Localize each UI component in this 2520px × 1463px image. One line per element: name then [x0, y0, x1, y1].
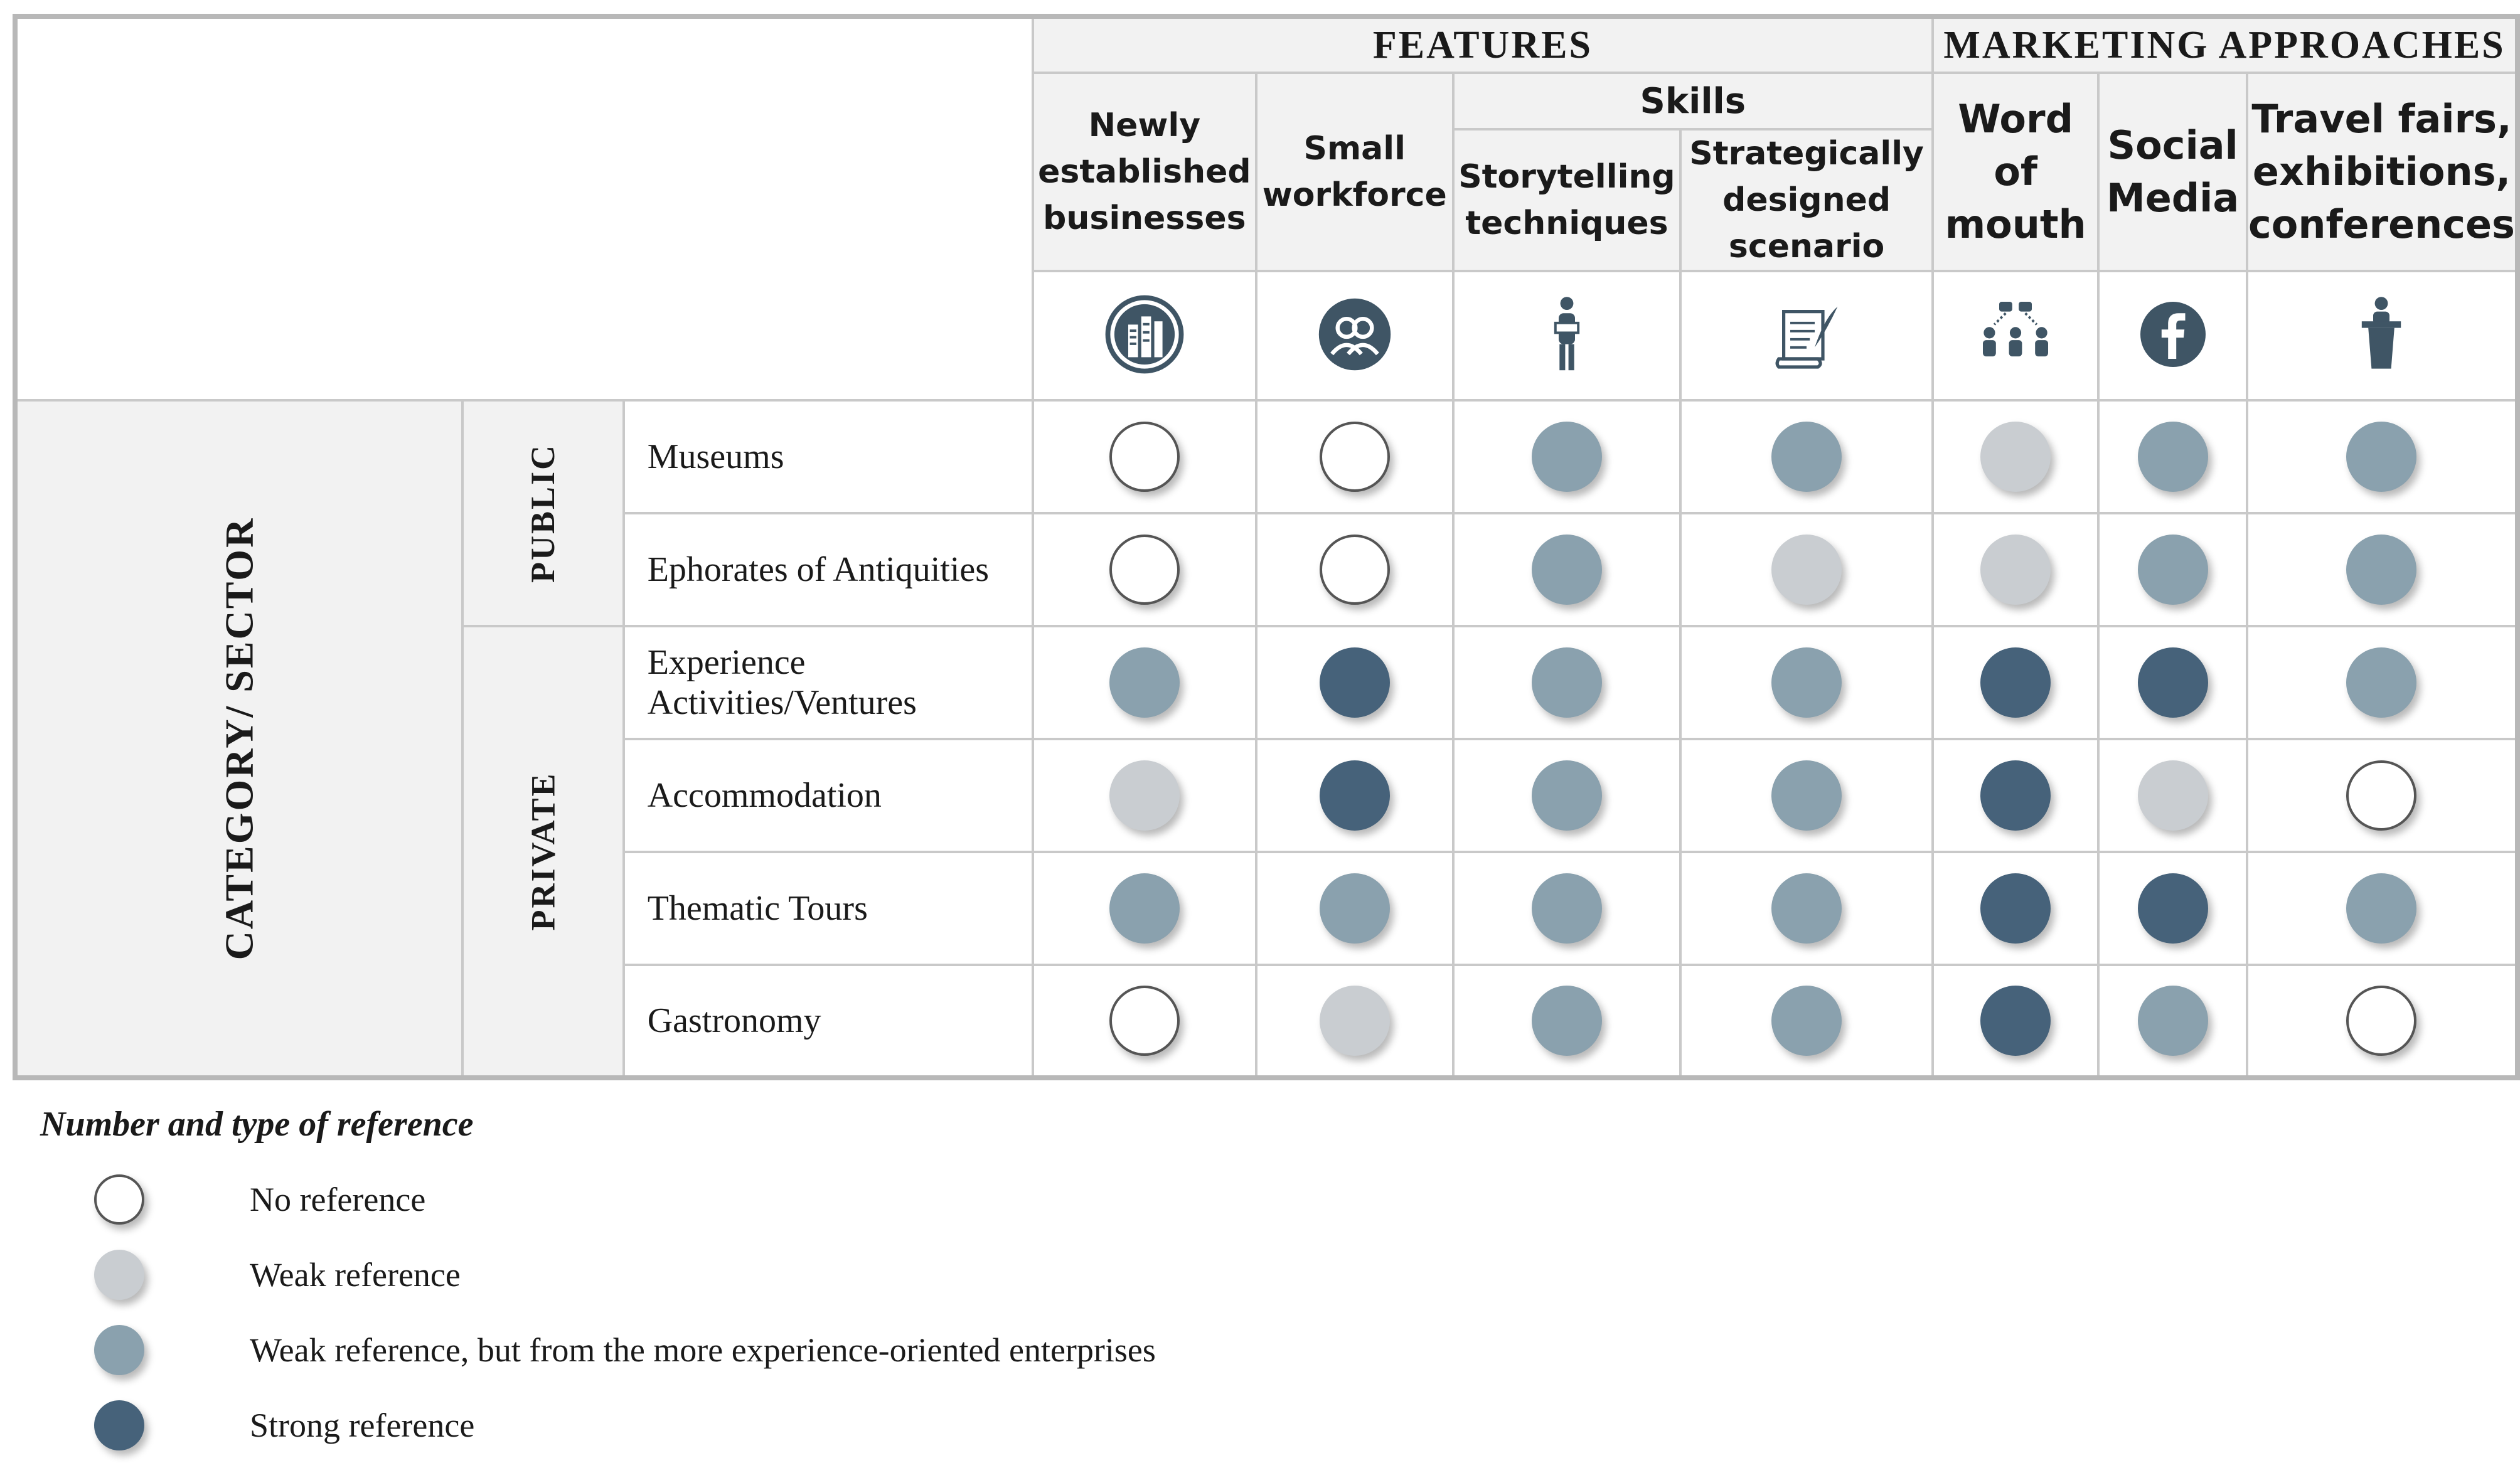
- features-header: [1033, 16, 1933, 73]
- cell: [1256, 852, 1453, 965]
- icon-cell: [2247, 271, 2517, 400]
- cell: [1933, 513, 2098, 626]
- cell: [1453, 852, 1681, 965]
- reference-dot: [1109, 986, 1180, 1056]
- marketing-title: MARKETING APPROACHES: [1943, 23, 2506, 66]
- col-header-storytelling: [1453, 129, 1681, 271]
- reference-dot: [1532, 647, 1602, 718]
- row-label: Gastronomy: [624, 965, 1033, 1078]
- speaker-podium-icon: [2341, 290, 2422, 378]
- reference-dot: [1980, 535, 2051, 605]
- corner-cell: [15, 16, 1033, 400]
- reference-dot: [1320, 647, 1390, 718]
- cell: [2247, 739, 2517, 852]
- icon-cell: [1680, 271, 1933, 400]
- col-header-newly-established: [1033, 73, 1256, 271]
- cell: [2098, 626, 2247, 739]
- legend-label: Weak reference, but from the more experience-oriented enterprises: [250, 1331, 1156, 1369]
- cell: [1933, 626, 2098, 739]
- reference-matrix: [13, 14, 2520, 1080]
- cell: [2247, 626, 2517, 739]
- reference-dot: [1771, 535, 1842, 605]
- reference-dot: [2138, 873, 2208, 944]
- reference-dot: [1320, 760, 1390, 831]
- cell: [1680, 739, 1933, 852]
- cell: [2247, 400, 2517, 513]
- reference-dot: [1980, 647, 2051, 718]
- cell: [1033, 626, 1256, 739]
- reference-dot: [1109, 873, 1180, 944]
- cell: [2098, 739, 2247, 852]
- cell: [1453, 400, 1681, 513]
- reference-dot: [2138, 647, 2208, 718]
- features-title: FEATURES: [1372, 23, 1593, 66]
- reference-dot: [1532, 535, 1602, 605]
- col-label: Word of mouth: [1945, 96, 2086, 247]
- people-chat-icon: [1975, 290, 2056, 378]
- skills-title: Skills: [1640, 80, 1746, 122]
- col-header-small-workforce: [1256, 73, 1453, 271]
- cell: [2098, 400, 2247, 513]
- reference-dot: [1980, 873, 2051, 944]
- col-label: Strategically designed scenario: [1689, 135, 1924, 265]
- cell: [1256, 739, 1453, 852]
- reference-dot: [1980, 422, 2051, 492]
- legend-label: No reference: [250, 1181, 426, 1218]
- reference-dot: [1532, 986, 1602, 1056]
- legend: [40, 1104, 1421, 1463]
- cell: [1453, 965, 1681, 1078]
- reference-dot: [2138, 535, 2208, 605]
- reference-dot: [1320, 873, 1390, 944]
- icon-cell: [2098, 271, 2247, 400]
- cell: [1933, 400, 2098, 513]
- reference-dot: [1320, 986, 1390, 1056]
- cell: [1033, 400, 1256, 513]
- reference-dot: [1532, 873, 1602, 944]
- legend-dot: [94, 1174, 144, 1225]
- col-header-travel-fairs: [2247, 73, 2517, 271]
- row-label: Thematic Tours: [624, 852, 1033, 965]
- team-icon: [1314, 290, 1396, 378]
- row-label: Accommodation: [624, 739, 1033, 852]
- cell: [2247, 852, 2517, 965]
- reference-dot: [1771, 422, 1842, 492]
- reference-dot: [1109, 647, 1180, 718]
- col-label: Storytelling techniques: [1458, 158, 1675, 242]
- cell: [1256, 626, 1453, 739]
- reference-dot: [2346, 422, 2416, 492]
- legend-dot: [94, 1400, 144, 1450]
- cell: [1033, 739, 1256, 852]
- category-label: CATEGORY/ SECTOR: [216, 516, 262, 960]
- reference-dot: [1320, 535, 1390, 605]
- legend-item: [40, 1237, 1421, 1312]
- reference-dot: [2138, 422, 2208, 492]
- row-label: Experience Activities/Ventures: [624, 626, 1033, 739]
- reference-dot: [1109, 422, 1180, 492]
- col-label: Newly established businesses: [1038, 107, 1251, 237]
- row-label: Museums: [624, 400, 1033, 513]
- cell: [1256, 513, 1453, 626]
- cell: [1933, 852, 2098, 965]
- cell: [1680, 852, 1933, 965]
- reference-dot: [2346, 760, 2416, 831]
- category-cell: [15, 400, 462, 1078]
- legend-item: [40, 1388, 1421, 1463]
- cell: [1680, 513, 1933, 626]
- cell: [1680, 965, 1933, 1078]
- marketing-header: [1933, 16, 2517, 73]
- cell: [1933, 739, 2098, 852]
- icon-cell: [1033, 271, 1256, 400]
- reference-dot: [2138, 760, 2208, 831]
- reference-dot: [1532, 760, 1602, 831]
- legend-title: Number and type of reference: [40, 1105, 474, 1144]
- col-header-social-media: [2098, 73, 2247, 271]
- scroll-quill-icon: [1766, 290, 1847, 378]
- cell: [1680, 400, 1933, 513]
- reference-dot: [2346, 535, 2416, 605]
- col-label: Social Media: [2106, 122, 2240, 221]
- reference-dot: [2346, 986, 2416, 1056]
- storyteller-icon: [1526, 290, 1608, 378]
- sector-cell-public: [462, 400, 624, 626]
- legend-item: [40, 1312, 1421, 1388]
- skills-header: [1453, 73, 1933, 129]
- cell: [1256, 400, 1453, 513]
- col-label: Travel fairs, exhibitions, conferences: [2248, 96, 2515, 247]
- cell: [1680, 626, 1933, 739]
- icon-cell: [1256, 271, 1453, 400]
- reference-dot: [1320, 422, 1390, 492]
- sector-label: PRIVATE: [524, 772, 562, 931]
- legend-dot: [94, 1325, 144, 1375]
- reference-dot: [2346, 647, 2416, 718]
- facebook-icon: [2132, 290, 2214, 378]
- reference-dot: [1771, 986, 1842, 1056]
- cell: [1453, 626, 1681, 739]
- cell: [1033, 852, 1256, 965]
- sector-cell-private: [462, 626, 624, 1078]
- legend-label: Weak reference: [250, 1256, 461, 1294]
- reference-dot: [1771, 760, 1842, 831]
- legend-label: Strong reference: [250, 1407, 475, 1444]
- reference-dot: [1771, 647, 1842, 718]
- cell: [2098, 513, 2247, 626]
- icon-cell: [1933, 271, 2098, 400]
- reference-dot: [1980, 760, 2051, 831]
- sector-label: PUBLIC: [524, 443, 562, 583]
- icon-cell: [1453, 271, 1681, 400]
- cell: [1033, 965, 1256, 1078]
- building-icon: [1104, 290, 1185, 378]
- table-row: [15, 400, 2517, 513]
- reference-dot: [1109, 535, 1180, 605]
- reference-dot: [2138, 986, 2208, 1056]
- cell: [1453, 739, 1681, 852]
- legend-dot: [94, 1250, 144, 1300]
- cell: [2098, 852, 2247, 965]
- cell: [1256, 965, 1453, 1078]
- reference-dot: [1109, 760, 1180, 831]
- col-header-word-of-mouth: [1933, 73, 2098, 271]
- legend-item: [40, 1162, 1421, 1237]
- cell: [1453, 513, 1681, 626]
- cell: [2098, 965, 2247, 1078]
- reference-dot: [2346, 873, 2416, 944]
- reference-dot: [1771, 873, 1842, 944]
- reference-dot: [1980, 986, 2051, 1056]
- reference-dot: [1532, 422, 1602, 492]
- cell: [2247, 513, 2517, 626]
- cell: [1033, 513, 1256, 626]
- row-label: Ephorates of Antiquities: [624, 513, 1033, 626]
- cell: [2247, 965, 2517, 1078]
- col-label: Small workforce: [1262, 130, 1447, 214]
- col-header-scenario: [1680, 129, 1933, 271]
- cell: [1933, 965, 2098, 1078]
